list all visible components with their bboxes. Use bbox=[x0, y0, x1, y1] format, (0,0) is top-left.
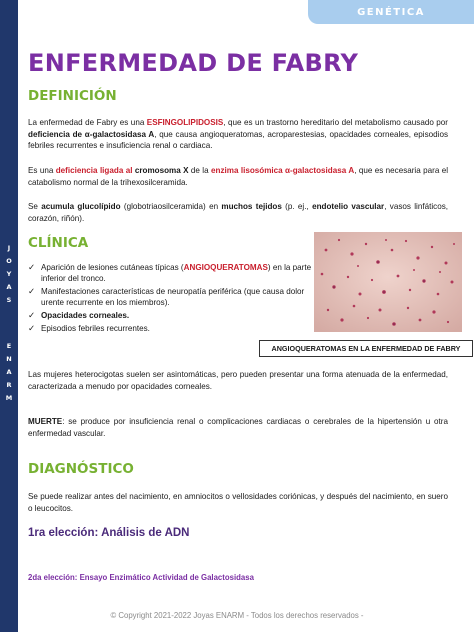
sidebar-letter: E bbox=[6, 342, 12, 350]
death-label: MUERTE bbox=[28, 417, 63, 426]
photo-caption: ANGIOQUERATOMAS EN LA ENFERMEDAD DE FABRY bbox=[259, 340, 473, 357]
text-run: , que causa angioqueratomas, acroparestesias, opacidades corneales, episodios febriles recurrentes e insuficiencia renal o cardiaca. bbox=[28, 129, 448, 150]
bold-chromosome-x: cromosoma X bbox=[134, 166, 189, 175]
list-item bbox=[28, 323, 313, 334]
text-run: : se produce por insuficiencia renal o complicaciones cardiacas o cerebrales de la hipertensión u otra enfermedad vascular. bbox=[28, 417, 448, 438]
section-heading-definicion: DEFINICIÓN bbox=[28, 88, 117, 104]
text-run: La enfermedad de Fabry es una bbox=[28, 118, 147, 127]
text-run: Se bbox=[28, 202, 42, 211]
sidebar-letters-enarm bbox=[0, 340, 18, 405]
sidebar-letter: Y bbox=[6, 270, 12, 278]
angiokeratoma-photo bbox=[314, 232, 462, 332]
text-run: Aparición de lesiones cutáneas típicas ( bbox=[41, 263, 184, 272]
highlight-enzyme: enzima lisosómica α-galactosidasa A bbox=[211, 166, 355, 175]
section-heading-diagnostico: DIAGNÓSTICO bbox=[28, 461, 134, 477]
definition-paragraph-3 bbox=[28, 201, 448, 224]
list-item bbox=[28, 310, 313, 321]
check-icon: ✓ bbox=[28, 262, 36, 272]
sidebar-letter: A bbox=[6, 283, 12, 291]
sidebar-letters-joyas bbox=[0, 242, 18, 307]
category-tag: GENÉTICA bbox=[308, 0, 474, 24]
bold-glycolipid: acumula glucolípido bbox=[41, 202, 121, 211]
text-run: (p. ej., bbox=[281, 202, 313, 211]
sidebar-letter: N bbox=[6, 355, 12, 363]
bold-tissues: muchos tejidos bbox=[221, 202, 282, 211]
check-icon: ✓ bbox=[28, 323, 36, 334]
section-heading-clinica: CLÍNICA bbox=[28, 235, 89, 251]
list-item bbox=[28, 286, 313, 309]
highlight-linked-deficiency: deficiencia ligada al bbox=[55, 166, 135, 175]
copyright-footer: © Copyright 2021-2022 Joyas ENARM - Todos los derechos reservados - bbox=[110, 611, 364, 620]
sidebar-letter: O bbox=[6, 257, 12, 265]
page-title: ENFERMEDAD DE FABRY bbox=[28, 49, 359, 77]
sidebar-letter: R bbox=[6, 381, 12, 389]
text-run: Episodios febriles recurrentes. bbox=[41, 324, 150, 334]
sidebar-letter: J bbox=[7, 244, 11, 252]
highlight-angioqueratomas: ANGIOQUERATOMAS bbox=[183, 263, 268, 272]
text-run: , que es un trastorno hereditario del metabolismo causado por bbox=[223, 118, 448, 127]
sidebar-letter: S bbox=[6, 296, 12, 304]
text-run: Opacidades corneales. bbox=[41, 311, 130, 321]
second-choice: 2da elección: Ensayo Enzimático Actividad de Galactosidasa bbox=[28, 573, 254, 582]
text-run: , vasos linfáticos, corazón, riñón). bbox=[28, 202, 448, 223]
death-paragraph bbox=[28, 416, 448, 439]
women-paragraph: Las mujeres heterocigotas suelen ser asintomáticas, pero pueden presentar una forma atenuada de la enfermedad, caracterizada a menudo por opacidades corneales. bbox=[28, 370, 448, 391]
definition-paragraph-1 bbox=[28, 117, 448, 152]
clinical-list bbox=[28, 262, 313, 336]
sidebar-letter: A bbox=[6, 368, 12, 376]
text-run: Es una bbox=[28, 166, 56, 175]
check-icon: ✓ bbox=[28, 310, 36, 321]
sidebar-letter: M bbox=[5, 394, 13, 402]
first-choice: 1ra elección: Análisis de ADN bbox=[28, 527, 190, 539]
text-run: ) en la parte inferior del tronco. bbox=[41, 263, 312, 284]
text-run: Manifestaciones características de neuropatía periférica (que causa dolor urente recurrente en los miembros). bbox=[41, 287, 305, 308]
bold-deficiency: deficiencia de α-galactosidasa A bbox=[28, 129, 155, 139]
highlight-esfingolipidosis: ESFINGOLIPIDOSIS bbox=[146, 118, 224, 127]
bold-endothelium: endotelio vascular bbox=[312, 202, 385, 211]
text-run: , que es necesaria para el catabolismo normal de la trihexosilceramida. bbox=[28, 166, 449, 187]
sidebar bbox=[0, 0, 18, 632]
text-run: (globotriaosilceramida) en bbox=[120, 202, 222, 211]
list-item bbox=[28, 262, 313, 285]
check-icon: ✓ bbox=[28, 286, 36, 297]
diagnosis-paragraph: Se puede realizar antes del nacimiento, en amniocitos o vellosidades coriónicas, y después del nacimiento, en suero o leucocitos. bbox=[28, 492, 448, 513]
skin-lesion-image bbox=[314, 232, 462, 332]
definition-paragraph-2 bbox=[28, 165, 448, 188]
text-run: de la bbox=[188, 166, 211, 175]
